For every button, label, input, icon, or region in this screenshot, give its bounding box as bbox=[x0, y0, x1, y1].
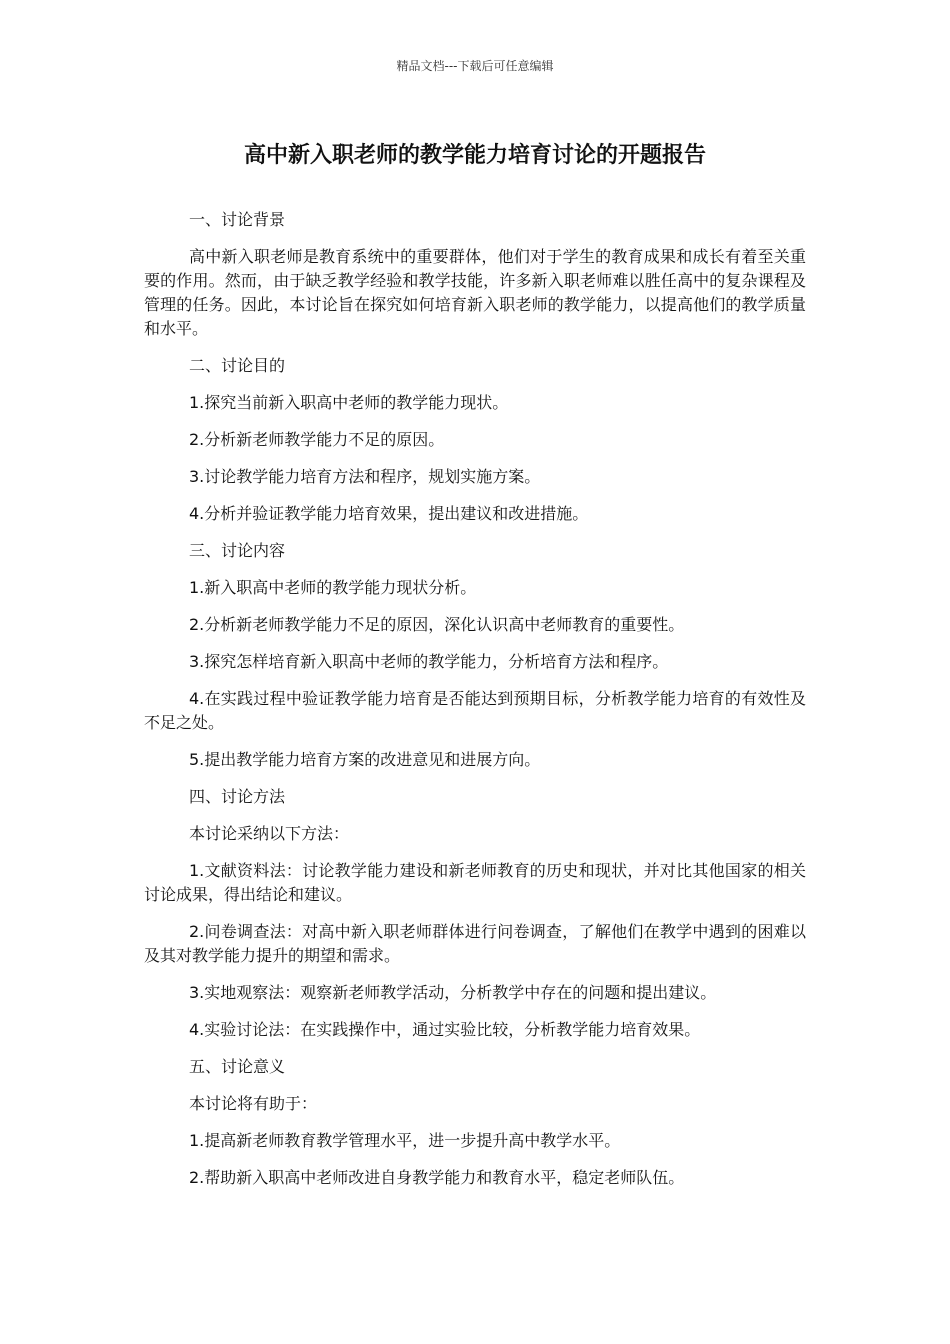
purpose-item: 1.探究当前新入职高中老师的教学能力现状。 bbox=[189, 393, 509, 412]
purpose-item: 4.分析并验证教学能力培育效果，提出建议和改进措施。 bbox=[189, 504, 589, 523]
purpose-item: 3.讨论教学能力培育方法和程序，规划实施方案。 bbox=[189, 467, 541, 486]
methods-item: 3.实地观察法：观察新老师教学活动，分析教学中存在的问题和提出建议。 bbox=[189, 983, 717, 1002]
section-heading-significance: 五、讨论意义 bbox=[189, 1057, 286, 1076]
purpose-item: 2.分析新老师教学能力不足的原因。 bbox=[189, 430, 445, 449]
methods-item: 4.实验讨论法：在实践操作中，通过实验比较，分析教学能力培育效果。 bbox=[189, 1020, 701, 1039]
document-body bbox=[144, 208, 806, 1203]
significance-item: 2.帮助新入职高中老师改进自身教学能力和教育水平，稳定老师队伍。 bbox=[189, 1168, 685, 1187]
section-heading-methods: 四、讨论方法 bbox=[189, 787, 286, 806]
content-item: 1.新入职高中老师的教学能力现状分析。 bbox=[189, 578, 477, 597]
section-heading-background: 一、讨论背景 bbox=[189, 210, 286, 229]
section-heading-content: 三、讨论内容 bbox=[189, 541, 286, 560]
background-paragraph: 高中新入职老师是教育系统中的重要群体，他们对于学生的教育成果和成长有着至关重要的作用。然而，由于缺乏教学经验和教学技能，许多新入职老师难以胜任高中的复杂课程及管理的任务。因此，本讨论旨在探究如何培育新入职老师的教学能力，以提高他们的教学质量和水平。 bbox=[144, 247, 806, 338]
content-item: 3.探究怎样培育新入职高中老师的教学能力，分析培育方法和程序。 bbox=[189, 652, 669, 671]
page-header-note: 精品文档---下载后可任意编辑 bbox=[396, 59, 554, 73]
methods-item: 1.文献资料法：讨论教学能力建设和新老师教育的历史和现状，并对比其他国家的相关讨论成果，得出结论和建议。 bbox=[144, 861, 806, 904]
document-title: 高中新入职老师的教学能力培育讨论的开题报告 bbox=[243, 143, 706, 168]
content-item: 5.提出教学能力培育方案的改进意见和进展方向。 bbox=[189, 750, 541, 769]
section-heading-purpose: 二、讨论目的 bbox=[189, 356, 286, 375]
methods-item: 2.问卷调查法：对高中新入职老师群体进行问卷调查，了解他们在教学中遇到的困难以及其对教学能力提升的期望和需求。 bbox=[144, 922, 806, 965]
significance-intro: 本讨论将有助于： bbox=[189, 1094, 318, 1113]
significance-item: 1.提高新老师教育教学管理水平，进一步提升高中教学水平。 bbox=[189, 1131, 621, 1150]
content-item: 2.分析新老师教学能力不足的原因，深化认识高中老师教育的重要性。 bbox=[189, 615, 685, 634]
methods-intro: 本讨论采纳以下方法： bbox=[189, 824, 350, 843]
content-item: 4.在实践过程中验证教学能力培育是否能达到预期目标，分析教学能力培育的有效性及不足之处。 bbox=[144, 689, 806, 732]
